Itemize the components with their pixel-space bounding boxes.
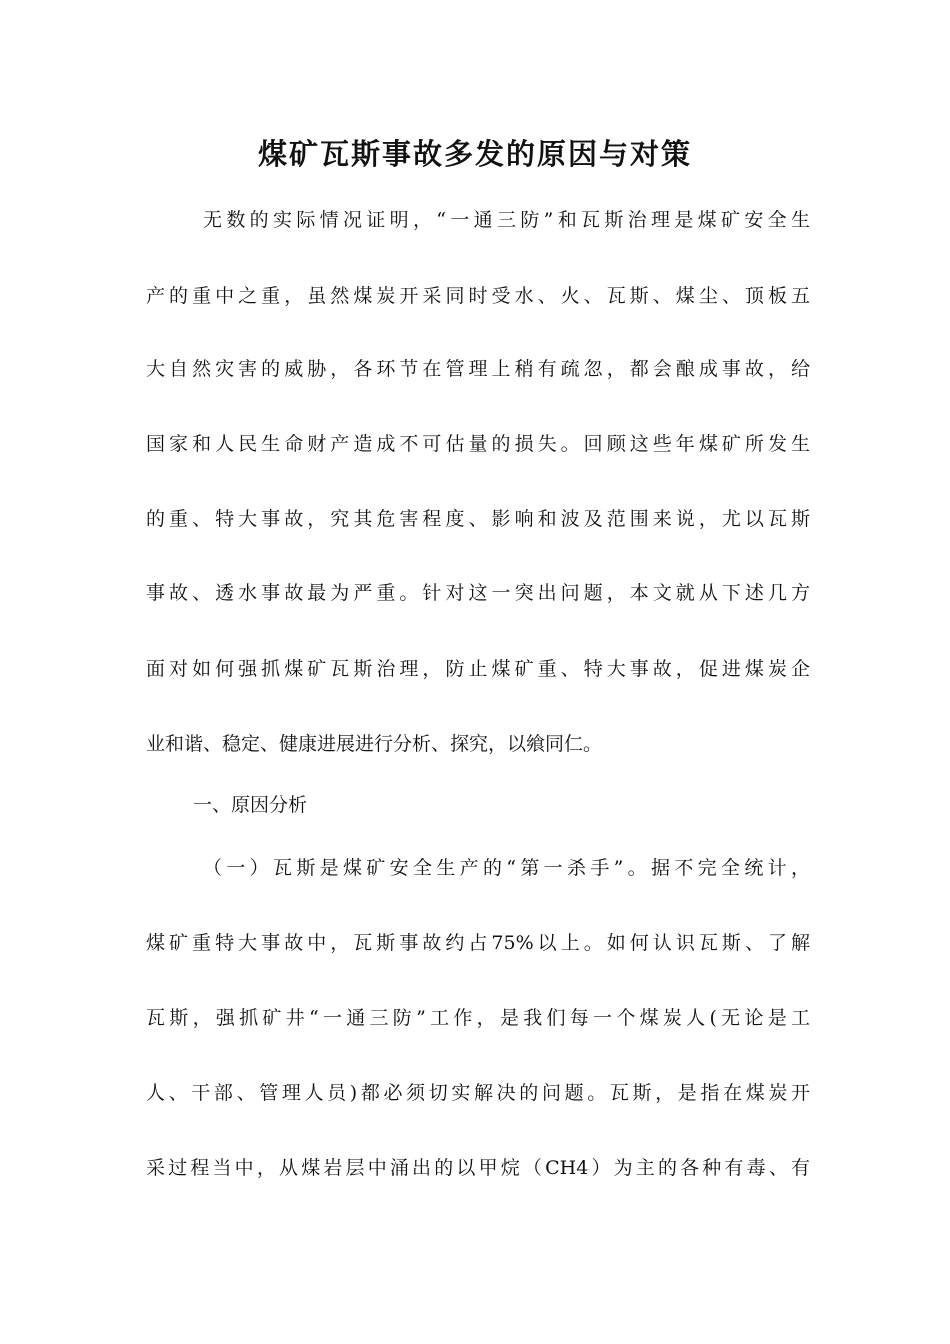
paragraph-line: 瓦斯，强抓矿井“一通三防”工作，是我们每一个煤炭人(无论是工	[146, 1007, 810, 1029]
paragraph-line: 事故、透水事故最为严重。针对这一突出问题，本文就从下述几方	[146, 582, 810, 604]
paragraph-line: 无数的实际情况证明，“一通三防”和瓦斯治理是煤矿安全生	[203, 209, 810, 231]
paragraph-line: 业和谐、稳定、健康进展进行分析、探究，以飨同仁。	[146, 733, 603, 755]
paragraph-line: 的重、特大事故，究其危害程度、影响和波及范围来说，尤以瓦斯	[146, 508, 810, 530]
paragraph-line: 采过程当中，从煤岩层中涌出的以甲烷（CH4）为主的各种有毒、有	[146, 1157, 810, 1179]
paragraph-line: 面对如何强抓煤矿瓦斯治理，防止煤矿重、特大事故，促进煤炭企	[146, 658, 810, 680]
document-title: 煤矿瓦斯事故多发的原因与对策	[257, 137, 692, 171]
paragraph-line: 大自然灾害的威胁，各环节在管理上稍有疏忽，都会酿成事故，给	[146, 358, 810, 380]
paragraph-line: 产的重中之重，虽然煤炭开采同时受水、火、瓦斯、煤尘、顶板五	[146, 285, 810, 307]
section-heading: 一、原因分析	[193, 794, 308, 816]
paragraph-line: （一）瓦斯是煤矿安全生产的“第一杀手”。据不完全统计，	[203, 857, 810, 879]
paragraph-line: 人、干部、管理人员)都必须切实解决的问题。瓦斯，是指在煤炭开	[146, 1082, 810, 1104]
paragraph-line: 国家和人民生命财产造成不可估量的损失。回顾这些年煤矿所发生	[146, 433, 810, 455]
paragraph-line: 煤矿重特大事故中，瓦斯事故约占75%以上。如何认识瓦斯、了解	[146, 932, 810, 954]
